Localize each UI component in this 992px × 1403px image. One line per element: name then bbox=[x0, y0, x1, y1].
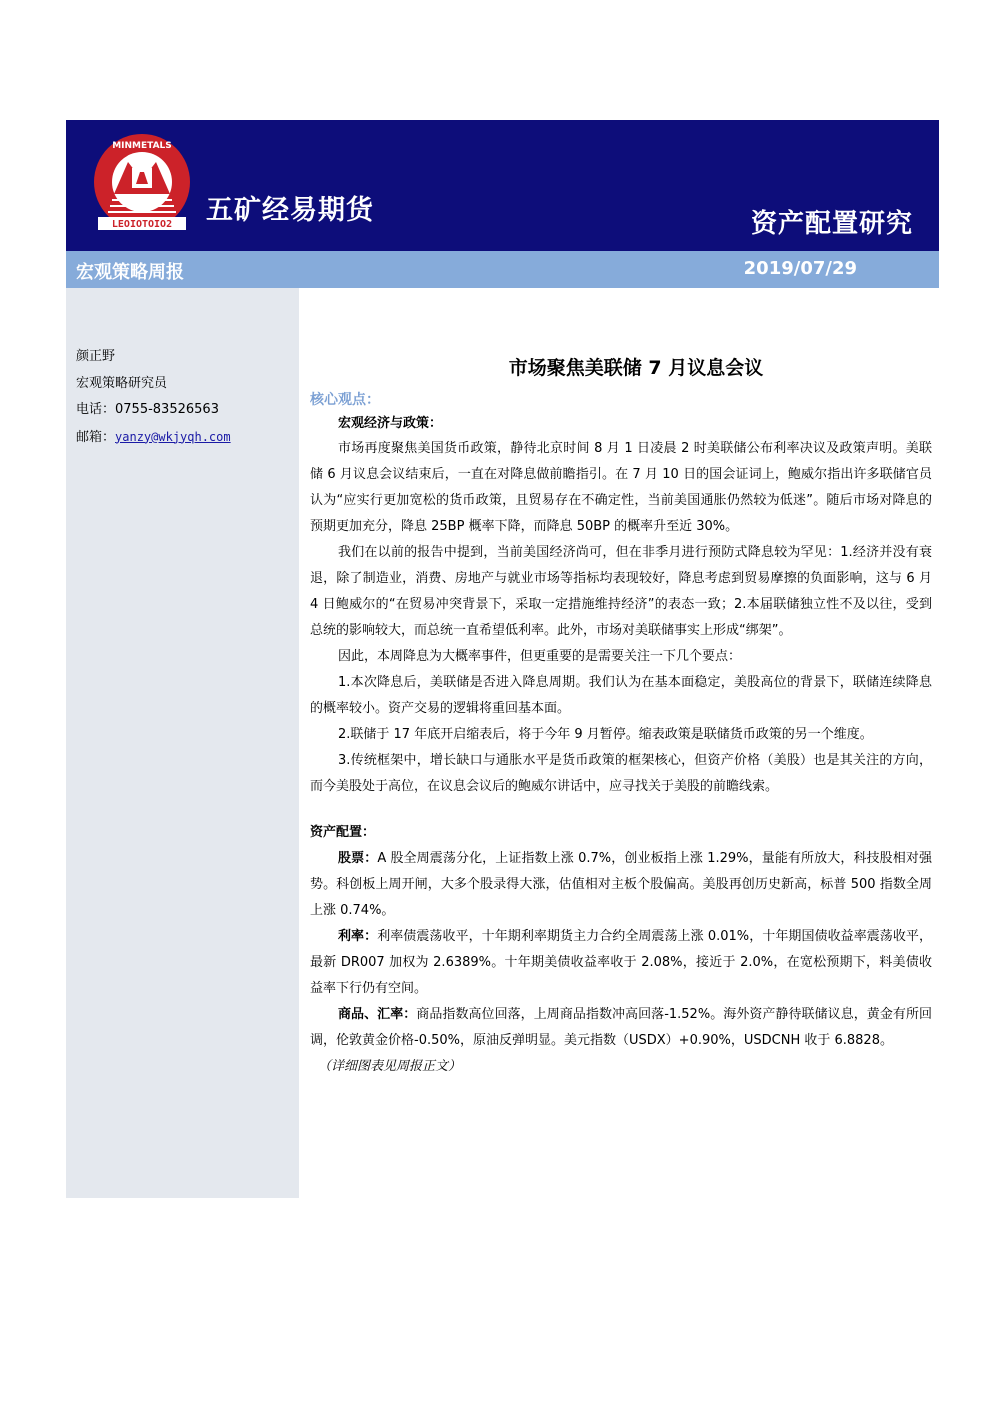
paragraph: 2.联储于 17 年底开启缩表后，将于今年 9 月暂停。缩表政策是联储货币政策的另一个维度。 bbox=[338, 727, 873, 742]
author-sidebar bbox=[66, 288, 299, 1198]
allocation-rates bbox=[310, 924, 932, 1002]
allocation-label: 股票： bbox=[338, 851, 378, 866]
allocation-text: 利率债震荡收平，十年期利率期货主力合约全周震荡上涨 0.01%，十年期国债收益率震荡收平，最新 DR007 加权为 2.6389%。十年期美债收益率收于 2.08%，接近于 2.0%，在宽松预期下，料美债收益率下行仍有空间。 bbox=[310, 929, 932, 996]
paragraph: 我们在以前的报告中提到，当前美国经济尚可，但在非季月进行预防式降息较为罕见：1.经济并没有衰退，除了制造业，消费、房地产与就业市场等指标均表现较好，降息考虑到贸易摩擦的负面影响，这与 6 月 4 日鲍威尔的“在贸易冲突背景下，采取一定措施维持经济”的表态一致；2.本届联储独立性不及以往，受到总统的影响较大，而总统一直希望低利率。此外，市场对美联储事实上形成“绑架”。 bbox=[310, 545, 932, 638]
paragraph: 市场再度聚焦美国货币政策，静待北京时间 8 月 1 日凌晨 2 时美联储公布利率决议及政策声明。美联储 6 月议息会议结束后，一直在对降息做前瞻指引。在 7 月 10 日的国会证词上，鲍威尔指出许多联储官员认为“应实行更加宽松的货币政策，且贸易存在不确定性，当前美国通胀仍然较为低迷”。随后市场对降息的预期更加充分，降息 25BP 概率下降，而降息 50BP 的概率升至近 30%。 bbox=[310, 441, 932, 534]
report-body bbox=[310, 350, 932, 1080]
allocation-commodities bbox=[310, 1002, 932, 1054]
core-view-label: 核心观点： bbox=[310, 392, 380, 408]
document-title: 市场聚焦美联储 7 月议息会议 bbox=[508, 357, 764, 379]
email-link[interactable]: yanzy@wkjyqh.com bbox=[115, 429, 231, 444]
asset-allocation-label: 资产配置： bbox=[310, 825, 376, 840]
report-date: 2019/07/29 bbox=[743, 258, 857, 279]
section-title: 资产配置研究 bbox=[750, 209, 913, 239]
company-name: 五矿经易期货 bbox=[206, 195, 374, 226]
report-header bbox=[66, 120, 939, 251]
macro-policy-label: 宏观经济与政策： bbox=[338, 416, 443, 431]
author-name: 颜正野 bbox=[76, 349, 116, 364]
logo-arc-text: MINMETALS bbox=[112, 141, 172, 151]
phone-label: 电话： bbox=[76, 402, 116, 417]
detail-note: （详细图表见周报正文） bbox=[318, 1059, 462, 1074]
email-label: 邮箱： bbox=[76, 429, 116, 445]
paragraph: 1.本次降息后，美联储是否进入降息周期。我们认为在基本面稳定，美股高位的背景下，联储连续降息的概率较小。资产交易的逻辑将重回基本面。 bbox=[310, 675, 932, 716]
report-type: 宏观策略周报 bbox=[76, 262, 184, 283]
minmetals-logo bbox=[92, 132, 192, 232]
report-subbar bbox=[66, 251, 939, 288]
author-phone bbox=[76, 397, 231, 424]
allocation-label: 商品、汇率： bbox=[338, 1007, 417, 1022]
allocation-stocks bbox=[310, 846, 932, 924]
allocation-text: A 股全周震荡分化，上证指数上涨 0.7%，创业板指上涨 1.29%，量能有所放大，科技股相对强势。科创板上周开闸，大多个股录得大涨，估值相对主板个股偏高。美股再创历史新高，标普 500 指数全周上涨 0.74%。 bbox=[310, 851, 932, 918]
author-title: 宏观策略研究员 bbox=[76, 375, 168, 391]
logo-bottom-text: LEOIOTOIO2 bbox=[111, 219, 173, 230]
allocation-label: 利率： bbox=[338, 929, 378, 944]
author-email bbox=[76, 424, 231, 452]
paragraph: 3.传统框架中，增长缺口与通胀水平是货币政策的框架核心，但资产价格（美股）也是其关注的方向，而今美股处于高位，在议息会议后的鲍威尔讲话中，应寻找关于美股的前瞻线索。 bbox=[310, 753, 932, 794]
author-info bbox=[76, 344, 231, 451]
phone-value: 0755-83526563 bbox=[115, 402, 219, 417]
paragraph: 因此，本周降息为大概率事件，但更重要的是需要关注一下几个要点： bbox=[338, 649, 742, 664]
allocation-text: 商品指数高位回落，上周商品指数冲高回落-1.52%。海外资产静待联储议息，黄金有所回调，伦敦黄金价格-0.50%，原油反弹明显。美元指数（USDX）+0.90%，USDCNH 收于 6.8828。 bbox=[310, 1007, 932, 1048]
